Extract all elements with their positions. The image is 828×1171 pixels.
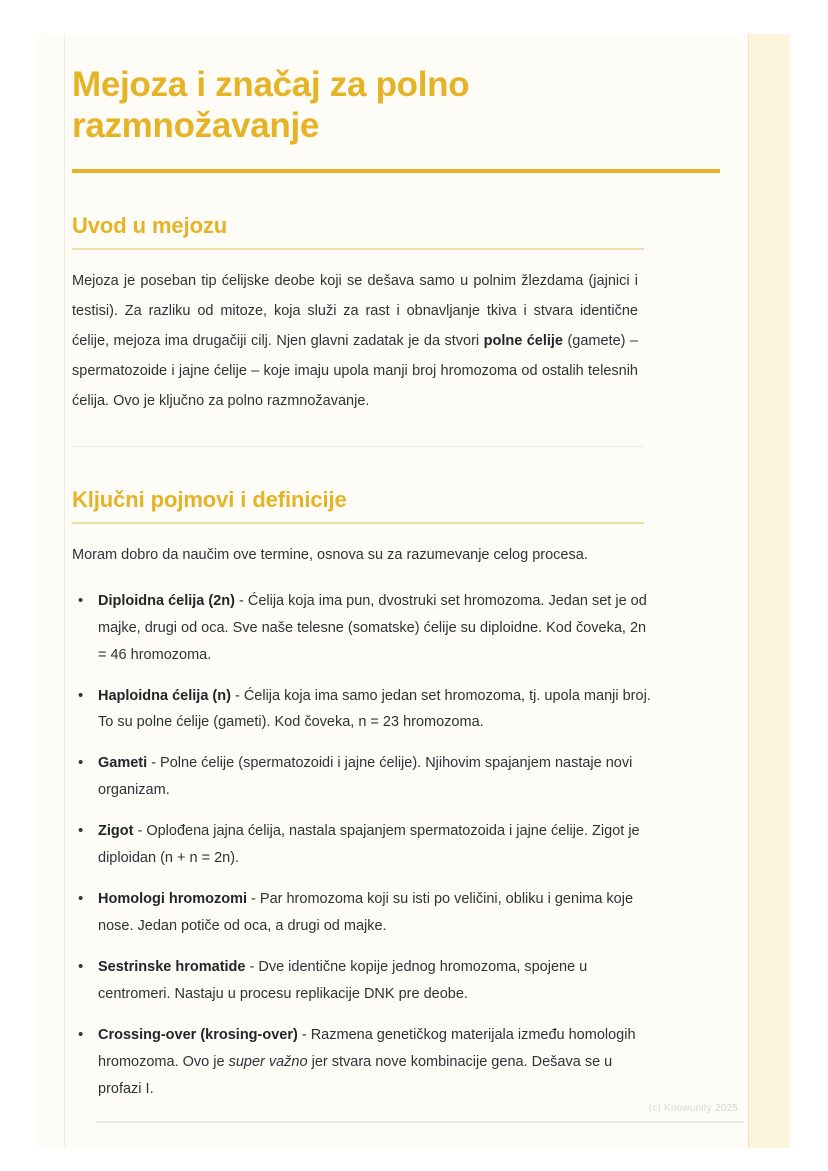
- term-definition: - Razmena genetičkog materijala između homologih hromozoma. Ovo je super važno jer stvara nove kombinacije gena. Dešava se u profazi I.: [98, 1027, 636, 1098]
- copyright-watermark: (c) Knowunity 2025: [648, 1103, 738, 1114]
- term-label: Crossing-over (krosing-over): [98, 1027, 298, 1044]
- list-item: [72, 750, 652, 804]
- list-item: [72, 818, 652, 872]
- term-definition: - Oplođena jajna ćelija, nastala spajanjem spermatozoida i jajne ćelije. Zigot je diploidan (n + n = 2n).: [98, 823, 640, 867]
- section-heading: Uvod u mejozu: [72, 212, 228, 238]
- term-definition: - Ćelija koja ima pun, dvostruki set hromozoma. Jedan set je od majke, drugi od oca. Sve naše telesne (somatske) ćelije su diploidne. Kod čoveka, 2n = 46 hromozoma.: [98, 592, 647, 663]
- list-item: [72, 588, 652, 669]
- section-uvod-u-mejozu: [72, 213, 672, 416]
- list-item: [72, 886, 652, 940]
- section-underline: [72, 522, 644, 524]
- list-item: [72, 1022, 652, 1103]
- section-divider: [72, 446, 644, 447]
- section-paragraph: Mejoza je poseban tip ćelijske deobe koji se dešava samo u polnim žlezdama (jajnici i testisi). Za razliku od mitoze, koja služi za rast i obnavljanje tkiva i stvara identične ćelije, mejoza ima drugačiji cilj. Njen glavni zadatak je da stvori polne ćelije (gamete) – spermatozoide i jajne ćelije – koje imaju upola manji broj hromozoma od ostalih telesnih ćelija. Ovo je ključno za polno razmnožavanje.: [72, 272, 638, 409]
- list-item: [72, 954, 652, 1008]
- title-underline: [72, 169, 720, 173]
- document-content: [72, 34, 672, 1117]
- term-label: Homologi hromozomi: [98, 891, 248, 908]
- document-page: [36, 34, 790, 1148]
- term-definition: - Ćelija koja ima samo jedan set hromozoma, tj. upola manji broj. To su polne ćelije (gameti). Kod čoveka, n = 23 hromozoma.: [98, 687, 651, 731]
- term-definition: - Dve identične kopije jednog hromozoma, spojene u centromeri. Nastaju u procesu replikacije DNK pre deobe.: [98, 959, 588, 1003]
- term-label: Haploidna ćelija (n): [98, 687, 231, 704]
- section-paragraph: Moram dobro da naučim ove termine, osnova su za razumevanje celog procesa.: [72, 546, 588, 563]
- section-heading: Ključni pojmovi i definicije: [72, 486, 347, 512]
- page-title: Mejoza i značaj za polno razmnožavanje: [72, 65, 470, 146]
- term-label: Gameti: [98, 755, 148, 772]
- term-definition: - Par hromozoma koji su isti po veličini, obliku i genima koje nose. Jedan potiče od oca, a drugi od majke.: [98, 891, 634, 935]
- section-underline: [72, 248, 644, 250]
- page-left-ruling: [64, 34, 65, 1148]
- term-label: Zigot: [98, 823, 134, 840]
- page-right-strip: [748, 34, 790, 1148]
- footer-divider: [96, 1121, 744, 1123]
- term-label: Sestrinske hromatide: [98, 959, 246, 976]
- terms-list: [72, 588, 652, 1104]
- section-kljucni-pojmovi: [72, 487, 672, 1104]
- term-definition: - Polne ćelije (spermatozoidi i jajne ćelije). Njihovim spajanjem nastaje novi organizam.: [98, 755, 633, 799]
- term-label: Diploidna ćelija (2n): [98, 592, 235, 609]
- list-item: [72, 683, 652, 737]
